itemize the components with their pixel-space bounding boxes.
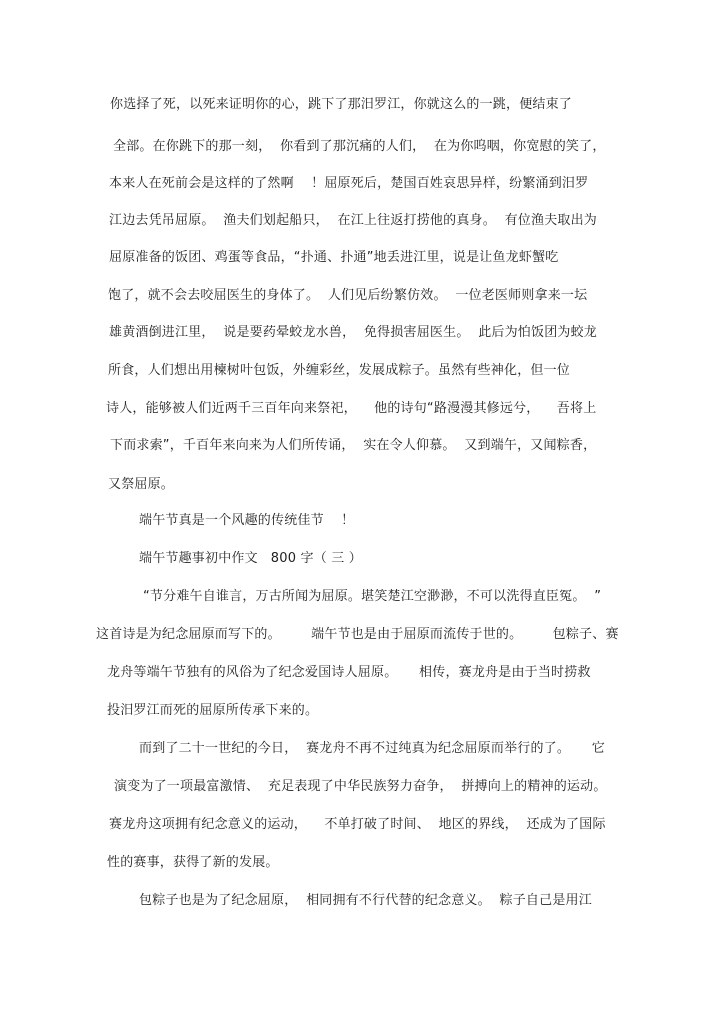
text-line: 演变为了一项最富激情、 充足表现了中华民族努力奋争， 拼搏向上的精神的运动。 bbox=[114, 779, 607, 794]
text-line: 全部。在你跳下的那一刻， 你看到了那沉痛的人们， 在为你呜咽，你宽慰的笑了， bbox=[113, 139, 606, 154]
text-line: 本来人在死前会是这样的了然啊 ！屈原死后，楚国百姓哀思异样，纷繁涌到汨罗 bbox=[109, 176, 589, 191]
text-line: 投汨罗江而死的屈原所传承下来的。 bbox=[107, 703, 319, 718]
text-line: 屈原准备的饭团、鸡蛋等食品，“扑通、扑通”地丢进江里，说是让鱼龙虾蟹吃 bbox=[109, 250, 559, 265]
text-line: 饱了，就不会去咬屈医生的身体了。 人们见后纷繁仿效。 一位老医师则拿来一坛 bbox=[108, 288, 588, 303]
text-line: 又祭屈原。 bbox=[108, 477, 175, 492]
closing-sentence: 端午节真是一个风趣的传统佳节 ！ bbox=[139, 513, 355, 528]
text-line: 性的赛事，获得了新的发展。 bbox=[107, 855, 279, 870]
section-heading: 端午节趣事初中作文 800 字（ 三 ） bbox=[139, 551, 363, 566]
text-line: 下而求索”，千百年来向来为人们所传诵， 实在令人仰慕。 又到端午，又闻粽香， bbox=[110, 438, 597, 453]
text-line: 这首诗是为纪念屈原而写下的。 端午节也是由于屈原而流传于世的。 包粽子、赛 bbox=[96, 627, 619, 642]
text-line: 诗人，能够被人们近两千三百年向来祭祀， 他的诗句“路漫漫其修远兮， 吾将上 bbox=[106, 401, 597, 416]
text-line: 所食，人们想出用楝树叶包饭，外缠彩丝，发展成粽子。虽然有些神化，但一位 bbox=[108, 363, 571, 378]
text-line: 江边去凭吊屈原。 渔夫们划起船只， 在江上往返打捞他的真身。 有位渔夫取出为 bbox=[109, 213, 597, 228]
text-line: 你选择了死，以死来证明你的心，跳下了那汨罗江，你就这么的一跳，便结束了 bbox=[110, 97, 573, 112]
poem-quote: “节分难午自谁言，万古所闻为屈原。堪笑楚江空渺渺，不可以洗得直臣冤。 ” bbox=[143, 589, 602, 604]
text-line: 赛龙舟这项拥有纪念意义的运动， 不单打破了时间、 地区的界线， 还成为了国际 bbox=[109, 817, 606, 832]
text-line: 雄黄酒倒进江里， 说是要药晕蛟龙水兽， 免得损害屈医生。 此后为怕饭团为蛟龙 bbox=[109, 325, 597, 340]
text-line: 包粽子也是为了纪念屈原， 相同拥有不行代替的纪念意义。 粽子自己是用江 bbox=[139, 893, 592, 908]
text-line: 龙舟等端午节独有的风俗为了纪念爱国诗人屈原。 相传，赛龙舟是由于当时捞救 bbox=[107, 665, 591, 680]
text-line: 而到了二十一世纪的今日， 赛龙舟不再不过纯真为纪念屈原而举行的了。 它 bbox=[139, 741, 605, 756]
